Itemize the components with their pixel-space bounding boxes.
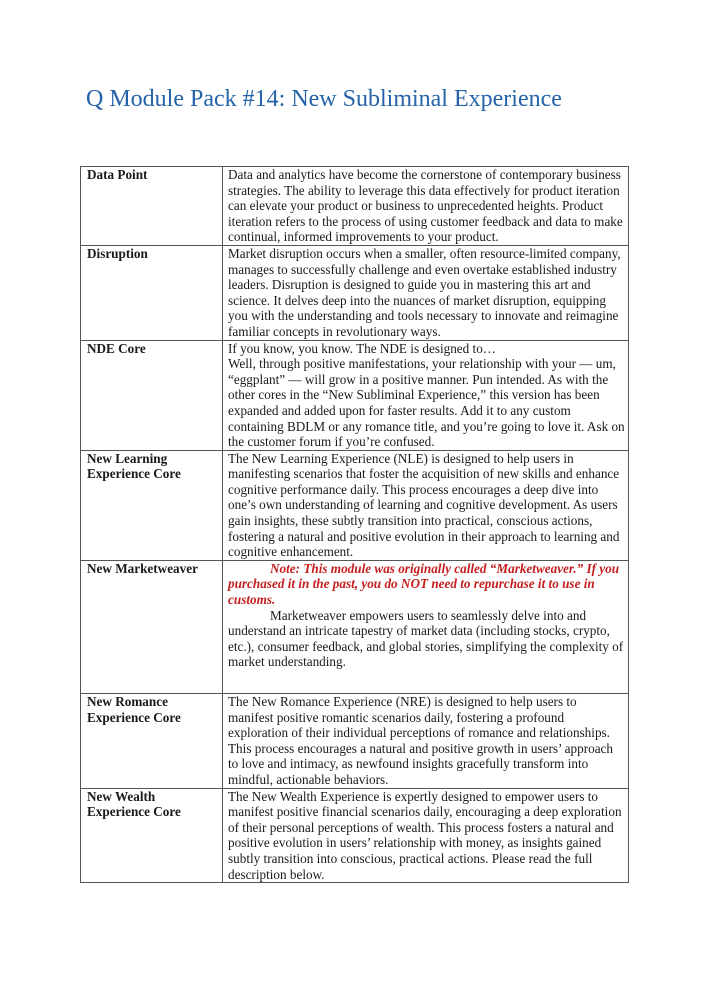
description-paragraph: The New Romance Experience (NRE) is designed to help users to manifest positive romantic scenarios daily, fostering a profound exploration of their individual perceptions of romance and relationships. This process encourages a natural and positive growth in users’ approach to love and intimacy, as newfound insights gracefully transform into mindful, actionable behaviors.	[228, 694, 613, 787]
table-row	[81, 694, 629, 789]
table-row	[81, 788, 629, 883]
table-row	[81, 340, 629, 450]
module-name: New Wealth Experience Core	[81, 788, 223, 883]
module-description	[223, 450, 629, 560]
module-description	[223, 340, 629, 450]
module-name: Disruption	[81, 245, 223, 340]
description-paragraph: If you know, you know. The NDE is designed to…	[228, 340, 496, 356]
module-name: New Romance Experience Core	[81, 694, 223, 789]
table-row	[81, 167, 629, 246]
module-name: Data Point	[81, 167, 223, 246]
description-paragraph: Data and analytics have become the cornerstone of contemporary business strategies. The ability to leverage this data effectively for product iteration can elevate your product or business to unprecedented heights. Product iteration refers to the process of using customer feedback and data to make continual, informed improvements to your product.	[228, 167, 623, 245]
module-name: New Learning Experience Core	[81, 450, 223, 560]
module-description	[223, 245, 629, 340]
module-name: NDE Core	[81, 340, 223, 450]
page-title: Q Module Pack #14: New Subliminal Experience	[86, 86, 562, 112]
description-paragraph: Well, through positive manifestations, your relationship with your — um, “eggplant” — will grow in a positive manner. Pun intended. As with the other cores in the “New Subliminal Experience,” this version has been expanded and added upon for faster results. Add it to any custom containing BDLM or any romance title, and you’re going to love it. Ask on the customer forum if you’re confused.	[228, 356, 625, 450]
module-description	[223, 788, 629, 883]
module-description	[223, 167, 629, 246]
description-paragraph: The New Learning Experience (NLE) is designed to help users in manifesting scenarios that foster the acquisition of new skills and enhance cognitive performance daily. This process encourages a deep dive into one’s own understanding of learning and cognitive development. As users gain insights, these subtly transition into practical, conscious actions, fostering a natural and positive evolution in their approach to learning and cognitive enhancement.	[228, 450, 620, 560]
table-row	[81, 245, 629, 340]
repurchase-note: Note: This module was originally called “Marketweaver.” If you purchased it in the past, you do NOT need to repurchase it to use in customs.	[228, 560, 620, 608]
description-paragraph: Marketweaver empowers users to seamlessly delve into and understand an intricate tapestry of market data (including stocks, crypto, etc.), consumer feedback, and global stories, simplifying the complexity of market understanding.	[228, 607, 624, 670]
table-row	[81, 450, 629, 560]
module-description	[223, 560, 629, 693]
module-table	[80, 166, 629, 883]
module-name: New Marketweaver	[81, 560, 223, 693]
description-paragraph: The New Wealth Experience is expertly designed to empower users to manifest positive financial scenarios daily, encouraging a deep exploration of their personal perceptions of wealth. This process fosters a natural and positive evolution in users’ relationship with money, as insights gained subtly transition into conscious, practical actions. Please read the full description below.	[228, 788, 622, 882]
description-paragraph: Market disruption occurs when a smaller, often resource-limited company, manages to successfully challenge and even overtake established industry leaders. Disruption is designed to guide you in mastering this art and science. It delves deep into the nuances of market disruption, equipping you with the understanding and tools necessary to innovate and reimagine familiar concepts in revolutionary ways.	[228, 245, 621, 339]
table-row	[81, 560, 629, 693]
module-description	[223, 694, 629, 789]
